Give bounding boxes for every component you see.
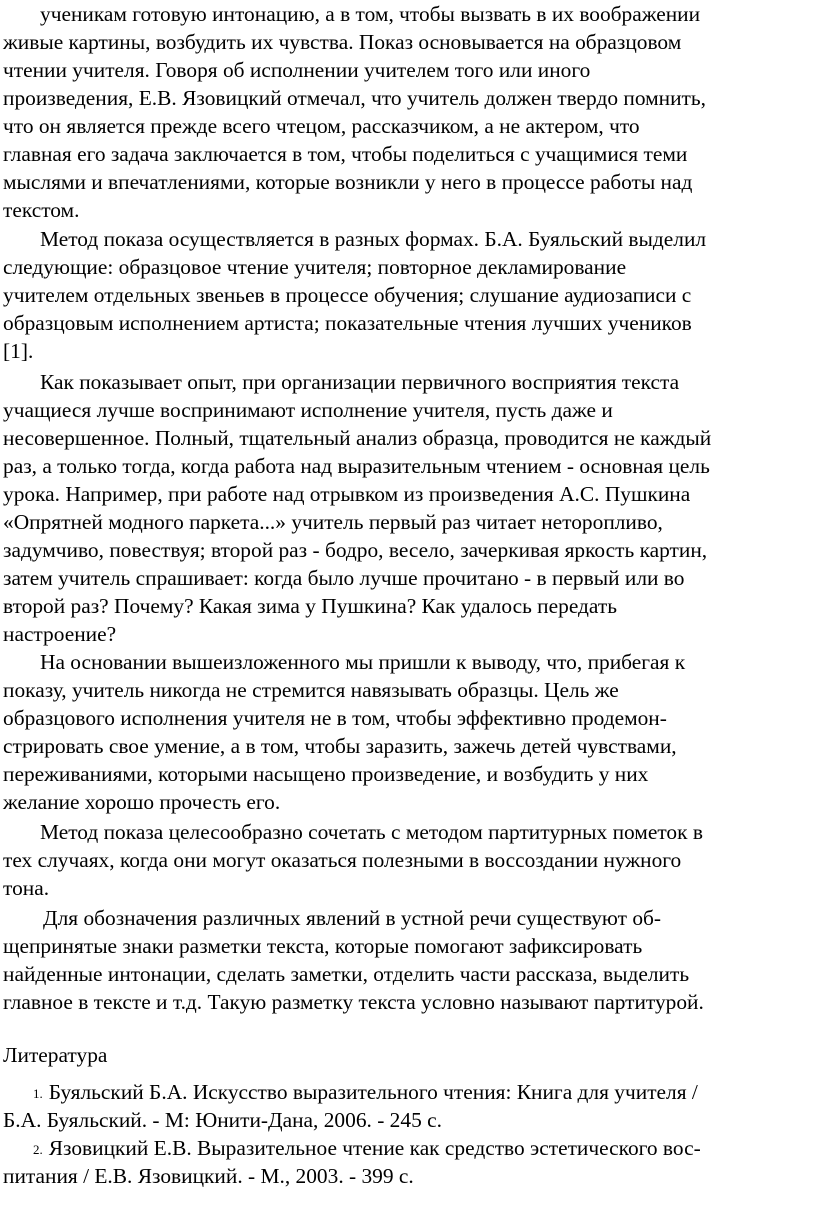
text-line: затем учитель спрашивает: когда было лучше прочитано - в первый или во: [3, 566, 685, 590]
text-line: образцового исполнения учителя не в том, чтобы эффективно продемон-: [3, 706, 667, 730]
text-line: щепринятые знаки разметки текста, которые помогают зафиксировать: [3, 934, 643, 958]
text-line: чтении учителя. Говоря об исполнении учителем того или иного: [3, 58, 591, 82]
text-line: учащиеся лучше воспринимают исполнение учителя, пусть даже и: [3, 398, 613, 422]
text-line: главное в тексте и т.д. Такую разметку текста условно называют партитурой.: [3, 990, 704, 1014]
text-line: Метод показа осуществляется в разных формах. Б.А. Буяльский выделил: [40, 227, 707, 251]
reference-text: Буяльский Б.А. Искусство выразительного чтения: Книга для учителя /: [48, 1080, 698, 1104]
text-line: Как показывает опыт, при организации первичного восприятия текста: [40, 370, 680, 394]
text-line: тех случаях, когда они могут оказаться полезными в воссоздании нужного: [3, 848, 682, 872]
text-line: живые картины, возбудить их чувства. Показ основывается на образцовом: [3, 30, 682, 54]
text-line: желание хорошо прочесть его.: [3, 790, 281, 814]
text-line: образцовым исполнением артиста; показательные чтения лучших учеников: [3, 311, 692, 335]
reference-number: 1.: [33, 1086, 43, 1101]
text-line: Для обозначения различных явлений в устной речи существуют об-: [43, 906, 662, 930]
text-line: урока. Например, при работе над отрывком из произведения А.С. Пушкина: [3, 482, 691, 506]
text-line: мыслями и впечатлениями, которые возникли у него в процессе работы над: [3, 170, 693, 194]
text-line: [1].: [3, 339, 34, 363]
text-line: второй раз? Почему? Какая зима у Пушкина? Как удалось передать: [3, 594, 617, 618]
text-line: показу, учитель никогда не стремится навязывать образцы. Цель же: [3, 678, 619, 702]
reference-number: 2.: [33, 1142, 43, 1157]
text-line: переживаниями, которыми насыщено произведение, и возбудить у них: [3, 762, 649, 786]
text-line: задумчиво, повествуя; второй раз - бодро, весело, зачеркивая яркость картин,: [3, 538, 708, 562]
text-line: стрировать свое умение, а в том, чтобы заразить, зажечь детей чувствами,: [3, 734, 677, 758]
text-line: настроение?: [3, 622, 117, 646]
text-line: произведения, Е.В. Язовицкий отмечал, что учитель должен твердо помнить,: [3, 86, 707, 110]
text-line: учителем отдельных звеньев в процессе обучения; слушание аудиозаписи с: [3, 283, 692, 307]
text-line: что он является прежде всего чтецом, рассказчиком, а не актером, что: [3, 114, 640, 138]
text-line: тона.: [3, 876, 50, 900]
reference-text: питания / Е.В. Язовицкий. - М., 2003. - 399 с.: [3, 1164, 414, 1188]
text-line: главная его задача заключается в том, чтобы поделиться с учащимися теми: [3, 142, 688, 166]
list-item: [33, 1078, 698, 1106]
text-line: текстом.: [3, 198, 80, 222]
text-line: ученикам готовую интонацию, а в том, чтобы вызвать в их воображении: [40, 2, 701, 26]
text-line: следующие: образцовое чтение учителя; повторное декламирование: [3, 255, 627, 279]
list-item: [33, 1134, 701, 1162]
references-heading: Литература: [3, 1043, 108, 1067]
text-line: Метод показа целесообразно сочетать с методом партитурных пометок в: [40, 820, 703, 844]
text-line: На основании вышеизложенного мы пришли к выводу, что, прибегая к: [40, 650, 686, 674]
text-line: несовершенное. Полный, тщательный анализ образца, проводится не каждый: [3, 426, 712, 450]
text-line: раз, а только тогда, когда работа над выразительным чтением - основная цель: [3, 454, 710, 478]
text-line: найденные интонации, сделать заметки, отделить части рассказа, выделить: [3, 962, 690, 986]
reference-text: Б.А. Буяльский. - М: Юнити-Дана, 2006. - 245 с.: [3, 1108, 442, 1132]
reference-text: Язовицкий Е.В. Выразительное чтение как средство эстетического вос-: [48, 1136, 701, 1160]
text-line: «Опрятней модного паркета...» учитель первый раз читает неторопливо,: [3, 510, 663, 534]
